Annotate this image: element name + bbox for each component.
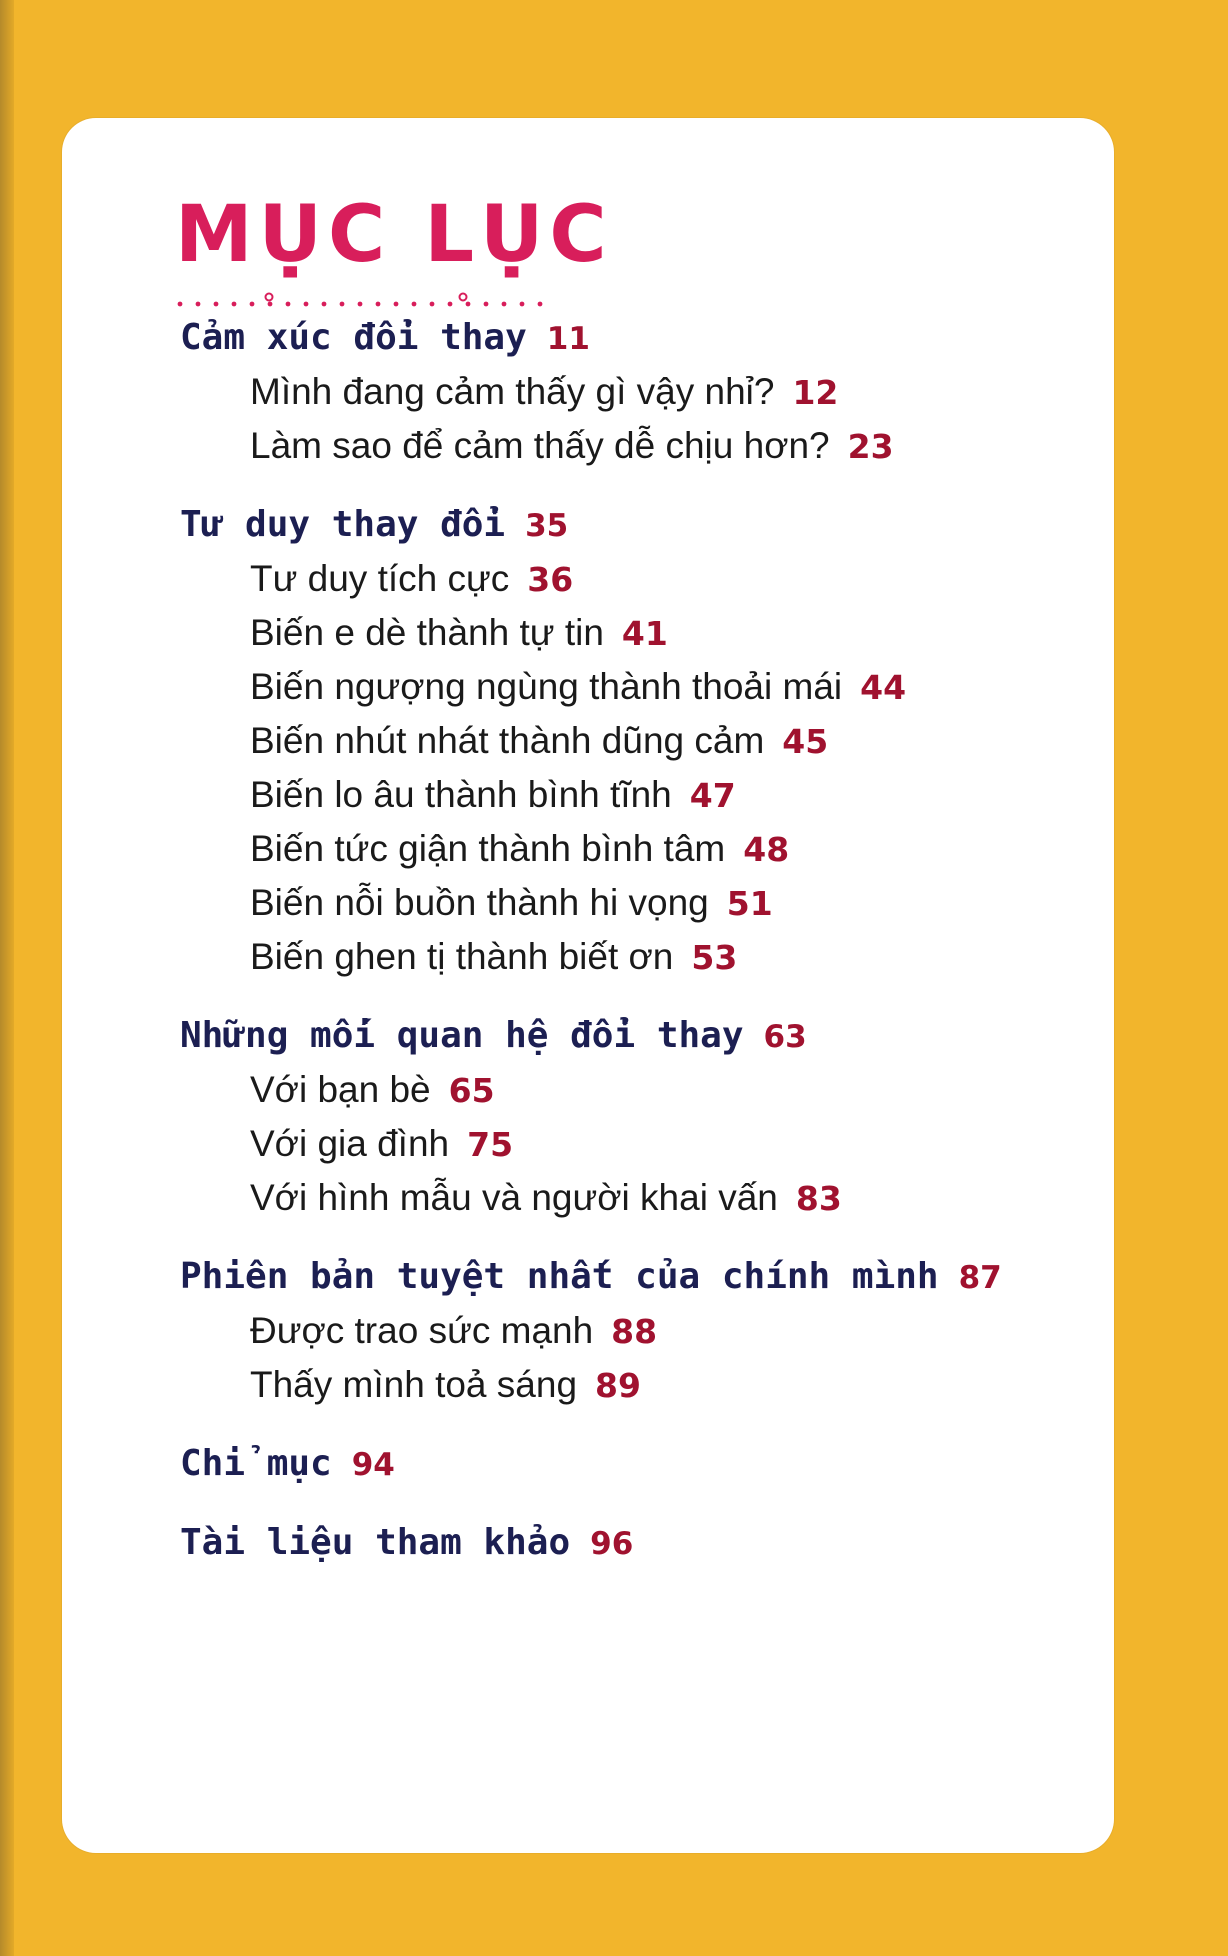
entry-page-number: 12 [792,373,839,412]
toc-section-heading[interactable] [180,312,1080,365]
toc-entry[interactable] [250,419,1080,473]
entry-page-number: 65 [448,1071,495,1110]
entry-title: Biến lo âu thành bình tĩnh [250,774,672,815]
entry-title: Được trao sức mạnh [250,1310,594,1351]
toc-section [180,1517,1080,1570]
entry-page-number: 53 [691,938,738,977]
entry-page-number: 23 [847,427,894,466]
table-of-contents [180,312,1080,1570]
section-page-number: 94 [351,1447,395,1483]
entry-page-number: 48 [743,830,790,869]
toc-subitems [250,1063,1080,1225]
toc-entry[interactable] [250,1063,1080,1117]
entry-title: Biến nhút nhát thành dũng cảm [250,720,765,761]
entry-page-number: 83 [795,1179,842,1218]
book-page-edge [0,0,14,1956]
section-title: Cảm xúc đổi thay [180,317,527,358]
toc-entry[interactable] [250,552,1080,606]
toc-entry[interactable] [250,1171,1080,1225]
toc-section-heading[interactable] [180,499,1080,552]
toc-section [180,1010,1080,1225]
section-title: Chỉ mục [180,1443,332,1484]
entry-title: Biến e dè thành tự tin [250,612,604,653]
entry-page-number: 36 [527,560,574,599]
toc-entry[interactable] [250,876,1080,930]
toc-section [180,1438,1080,1491]
entry-title: Mình đang cảm thấy gì vậy nhỉ? [250,371,775,412]
toc-subitems [250,365,1080,473]
toc-entry[interactable] [250,365,1080,419]
toc-entry[interactable] [250,714,1080,768]
entry-title: Với gia đình [250,1123,450,1164]
toc-section-heading[interactable] [180,1517,1080,1570]
section-page-number: 96 [590,1526,634,1562]
toc-section-heading[interactable] [180,1010,1080,1063]
entry-title: Thấy mình toả sáng [250,1364,578,1405]
entry-page-number: 47 [689,776,736,815]
entry-title: Với bạn bè [250,1069,431,1110]
section-page-number: 63 [763,1019,807,1055]
toc-section [180,499,1080,984]
section-page-number: 87 [958,1260,1002,1296]
entry-page-number: 51 [726,884,773,923]
entry-title: Với hình mẫu và người khai vấn [250,1177,778,1218]
entry-page-number: 41 [621,614,668,653]
toc-entry[interactable] [250,822,1080,876]
toc-subitems [250,1304,1080,1412]
entry-title: Tư duy tích cực [250,558,510,599]
entry-page-number: 75 [467,1125,514,1164]
toc-entry[interactable] [250,768,1080,822]
entry-title: Biến tức giận thành bình tâm [250,828,726,869]
section-title: Tài liệu tham khảo [180,1522,571,1563]
entry-title: Biến ngượng ngùng thành thoải mái [250,666,843,707]
toc-entry[interactable] [250,1358,1080,1412]
page-title: MỤC LỤC [175,190,613,280]
section-title: Phiên bản tuyệt nhất của chính mình [180,1256,939,1297]
entry-title: Biến nỗi buồn thành hi vọng [250,882,709,923]
toc-card [62,118,1114,1853]
toc-entry[interactable] [250,1117,1080,1171]
section-page-number: 35 [525,508,569,544]
entry-page-number: 88 [611,1312,658,1351]
toc-entry[interactable] [250,606,1080,660]
entry-page-number: 89 [595,1366,641,1405]
toc-section-heading[interactable] [180,1251,1080,1304]
entry-page-number: 45 [782,722,829,761]
section-page-number: 11 [546,321,590,357]
section-title: Tư duy thay đổi [180,504,506,545]
entry-title: Làm sao để cảm thấy dễ chịu hơn? [250,425,830,466]
section-title: Những mối quan hệ đổi thay [180,1015,744,1056]
toc-section [180,1251,1080,1412]
toc-entry[interactable] [250,1304,1080,1358]
toc-entry[interactable] [250,930,1080,984]
entry-title: Biến ghen tị thành biết ơn [250,936,674,977]
toc-section-heading[interactable] [180,1438,1080,1491]
entry-page-number: 44 [860,668,907,707]
toc-entry[interactable] [250,660,1080,714]
toc-section [180,312,1080,473]
toc-subitems [250,552,1080,984]
dotted-divider [176,292,556,312]
